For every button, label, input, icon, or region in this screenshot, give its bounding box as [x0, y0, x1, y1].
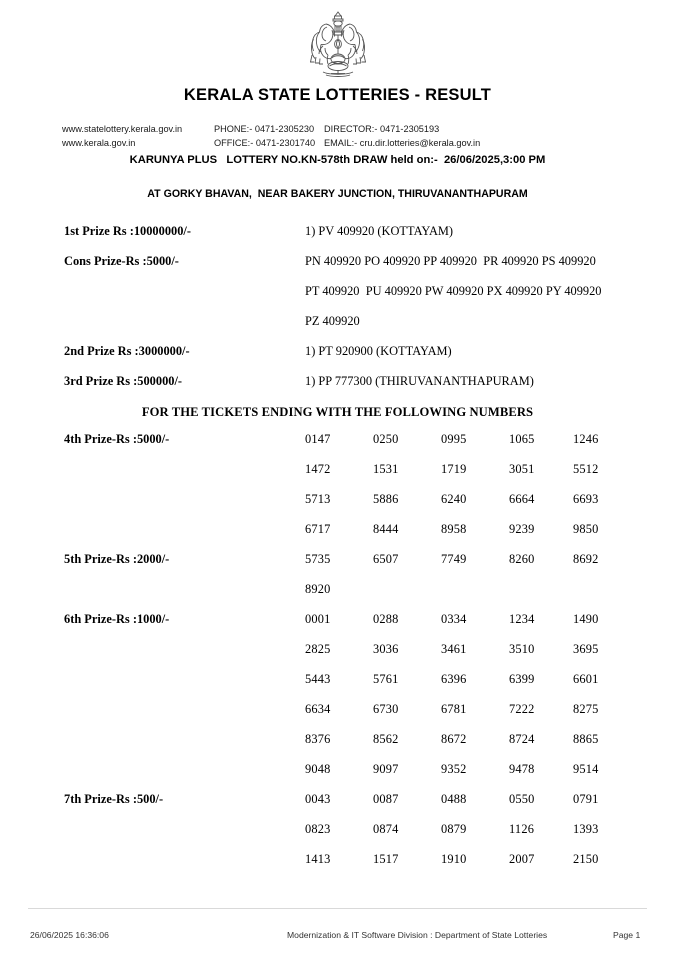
winning-number-cell: 8444	[373, 522, 399, 536]
prize-winning-number: 1) PT 920900 (KOTTAYAM)	[305, 344, 452, 358]
prize-row	[0, 224, 675, 254]
winning-number-cell: 5713	[305, 492, 331, 506]
winning-number-cell: 8260	[509, 552, 535, 566]
prize-winning-number: PN 409920 PO 409920 PP 409920 PR 409920 PS 409920	[305, 254, 596, 268]
winning-number-cell: 0087	[373, 792, 399, 806]
winning-number-cell: 6240	[441, 492, 467, 506]
winning-number-cell: 0043	[305, 792, 331, 806]
page-title: KERALA STATE LOTTERIES - RESULT	[183, 86, 492, 104]
footer-timestamp: 26/06/2025 16:36:06	[30, 930, 109, 940]
winning-number-cell: 6781	[441, 702, 467, 716]
number-row	[0, 612, 675, 642]
winning-number-cell: 1234	[509, 612, 535, 626]
number-row	[0, 462, 675, 492]
winning-number-cell: 9850	[573, 522, 599, 536]
winning-number-cell: 1472	[305, 462, 331, 476]
top-prizes-section	[0, 224, 675, 404]
winning-number-cell: 8275	[573, 702, 599, 716]
winning-number-cell: 7749	[441, 552, 467, 566]
prize-label: 5th Prize-Rs :2000/-	[64, 552, 170, 566]
prize-label: Cons Prize-Rs :5000/-	[64, 254, 179, 268]
winning-number-cell: 6664	[509, 492, 535, 506]
number-row	[0, 732, 675, 762]
contact-row-1	[62, 122, 554, 136]
contact-info-block	[62, 122, 554, 150]
winning-number-cell: 2825	[305, 642, 331, 656]
winning-number-cell: 1393	[573, 822, 599, 836]
winning-number-cell: 0250	[373, 432, 399, 446]
kerala-state-emblem-icon	[0, 8, 675, 80]
winning-number-cell: 0879	[441, 822, 467, 836]
prize-label: 7th Prize-Rs :500/-	[64, 792, 164, 806]
winning-number-cell: 3695	[573, 642, 599, 656]
contact-row-2	[62, 136, 554, 150]
winning-number-cell: 3051	[509, 462, 535, 476]
winning-number-cell: 0001	[305, 612, 331, 626]
winning-number-cell: 0874	[373, 822, 399, 836]
winning-number-cell: 0488	[441, 792, 467, 806]
winning-number-cell: 5443	[305, 672, 331, 686]
number-row	[0, 492, 675, 522]
winning-number-cell: 8692	[573, 552, 599, 566]
prize-winning-number: PT 409920 PU 409920 PW 409920 PX 409920 PY 409920	[305, 284, 602, 298]
winning-number-cell: 8376	[305, 732, 331, 746]
winning-number-cell: 9097	[373, 762, 399, 776]
winning-number-cell: 1065	[509, 432, 535, 446]
winning-number-cell: 1531	[373, 462, 399, 476]
venue-line: AT GORKY BHAVAN, NEAR BAKERY JUNCTION, THIRUVANANTHAPURAM	[147, 188, 528, 200]
winning-number-cell: 2150	[573, 852, 599, 866]
winning-number-cell: 0823	[305, 822, 331, 836]
lower-prizes-section	[0, 432, 675, 882]
winning-number-cell: 9352	[441, 762, 467, 776]
winning-number-cell: 5886	[373, 492, 399, 506]
winning-number-cell: 6634	[305, 702, 331, 716]
winning-number-cell: 0550	[509, 792, 535, 806]
winning-number-cell: 0995	[441, 432, 467, 446]
winning-number-cell: 3510	[509, 642, 535, 656]
number-row	[0, 822, 675, 852]
director-number: DIRECTOR:- 0471-2305193	[324, 124, 440, 134]
winning-number-cell: 6396	[441, 672, 467, 686]
prize-winning-number: 1) PP 777300 (THIRUVANANTHAPURAM)	[305, 374, 534, 388]
winning-number-cell: 6399	[509, 672, 535, 686]
winning-number-cell: 7222	[509, 702, 535, 716]
email-address: EMAIL:- cru.dir.lotteries@kerala.gov.in	[324, 138, 481, 148]
footer-page-number: Page 1	[613, 930, 641, 940]
section-heading: FOR THE TICKETS ENDING WITH THE FOLLOWING NUMBERS	[141, 405, 534, 419]
phone-number: PHONE:- 0471-2305230	[214, 124, 315, 134]
winning-number-cell: 1719	[441, 462, 467, 476]
number-row	[0, 642, 675, 672]
number-row	[0, 582, 675, 612]
winning-number-cell: 0791	[573, 792, 599, 806]
winning-number-cell: 8724	[509, 732, 535, 746]
winning-number-cell: 1517	[373, 852, 399, 866]
winning-number-cell: 6601	[573, 672, 599, 686]
winning-number-cell: 8958	[441, 522, 467, 536]
winning-number-cell: 3461	[441, 642, 467, 656]
winning-number-cell: 0334	[441, 612, 467, 626]
winning-number-cell: 1126	[509, 822, 535, 836]
draw-info-line: KARUNYA PLUS LOTTERY NO.KN-578th DRAW held on:- 26/06/2025,3:00 PM	[129, 154, 546, 166]
number-row	[0, 552, 675, 582]
winning-number-cell: 3036	[373, 642, 399, 656]
prize-label: 3rd Prize Rs :500000/-	[64, 374, 183, 388]
prize-label: 1st Prize Rs :10000000/-	[64, 224, 191, 238]
winning-number-cell: 1246	[573, 432, 599, 446]
winning-number-cell: 9048	[305, 762, 331, 776]
number-row	[0, 792, 675, 822]
office-number: OFFICE:- 0471-2301740	[214, 138, 316, 148]
winning-number-cell: 9239	[509, 522, 535, 536]
winning-number-cell: 1413	[305, 852, 331, 866]
winning-number-cell: 6507	[373, 552, 399, 566]
winning-number-cell: 5512	[573, 462, 599, 476]
winning-number-cell: 8672	[441, 732, 467, 746]
prize-row	[0, 284, 675, 314]
winning-number-cell: 5735	[305, 552, 331, 566]
number-row	[0, 702, 675, 732]
number-row	[0, 432, 675, 462]
prize-row	[0, 344, 675, 374]
winning-number-cell: 8865	[573, 732, 599, 746]
winning-number-cell: 2007	[509, 852, 535, 866]
prize-winning-number: 1) PV 409920 (KOTTAYAM)	[305, 224, 454, 238]
website-secondary: www.kerala.gov.in	[62, 138, 136, 148]
number-row	[0, 672, 675, 702]
number-row	[0, 852, 675, 882]
prize-label: 6th Prize-Rs :1000/-	[64, 612, 170, 626]
winning-number-cell: 8920	[305, 582, 331, 596]
prize-row	[0, 254, 675, 284]
winning-number-cell: 0147	[305, 432, 331, 446]
prize-row	[0, 314, 675, 344]
winning-number-cell: 5761	[373, 672, 399, 686]
footer-divider	[28, 908, 647, 909]
winning-number-cell: 6693	[573, 492, 599, 506]
winning-number-cell: 0288	[373, 612, 399, 626]
winning-number-cell: 6717	[305, 522, 331, 536]
website-primary: www.statelottery.kerala.gov.in	[62, 124, 183, 134]
winning-number-cell: 9478	[509, 762, 535, 776]
winning-number-cell: 9514	[573, 762, 599, 776]
footer-department: Modernization & IT Software Division : Department of State Lotteries	[287, 930, 548, 940]
winning-number-cell: 1490	[573, 612, 599, 626]
winning-number-cell: 8562	[373, 732, 399, 746]
number-row	[0, 762, 675, 792]
prize-winning-number: PZ 409920	[305, 314, 360, 328]
prize-label: 4th Prize-Rs :5000/-	[64, 432, 170, 446]
winning-number-cell: 6730	[373, 702, 399, 716]
winning-number-cell: 1910	[441, 852, 467, 866]
prize-row	[0, 374, 675, 404]
prize-label: 2nd Prize Rs :3000000/-	[64, 344, 190, 358]
number-row	[0, 522, 675, 552]
